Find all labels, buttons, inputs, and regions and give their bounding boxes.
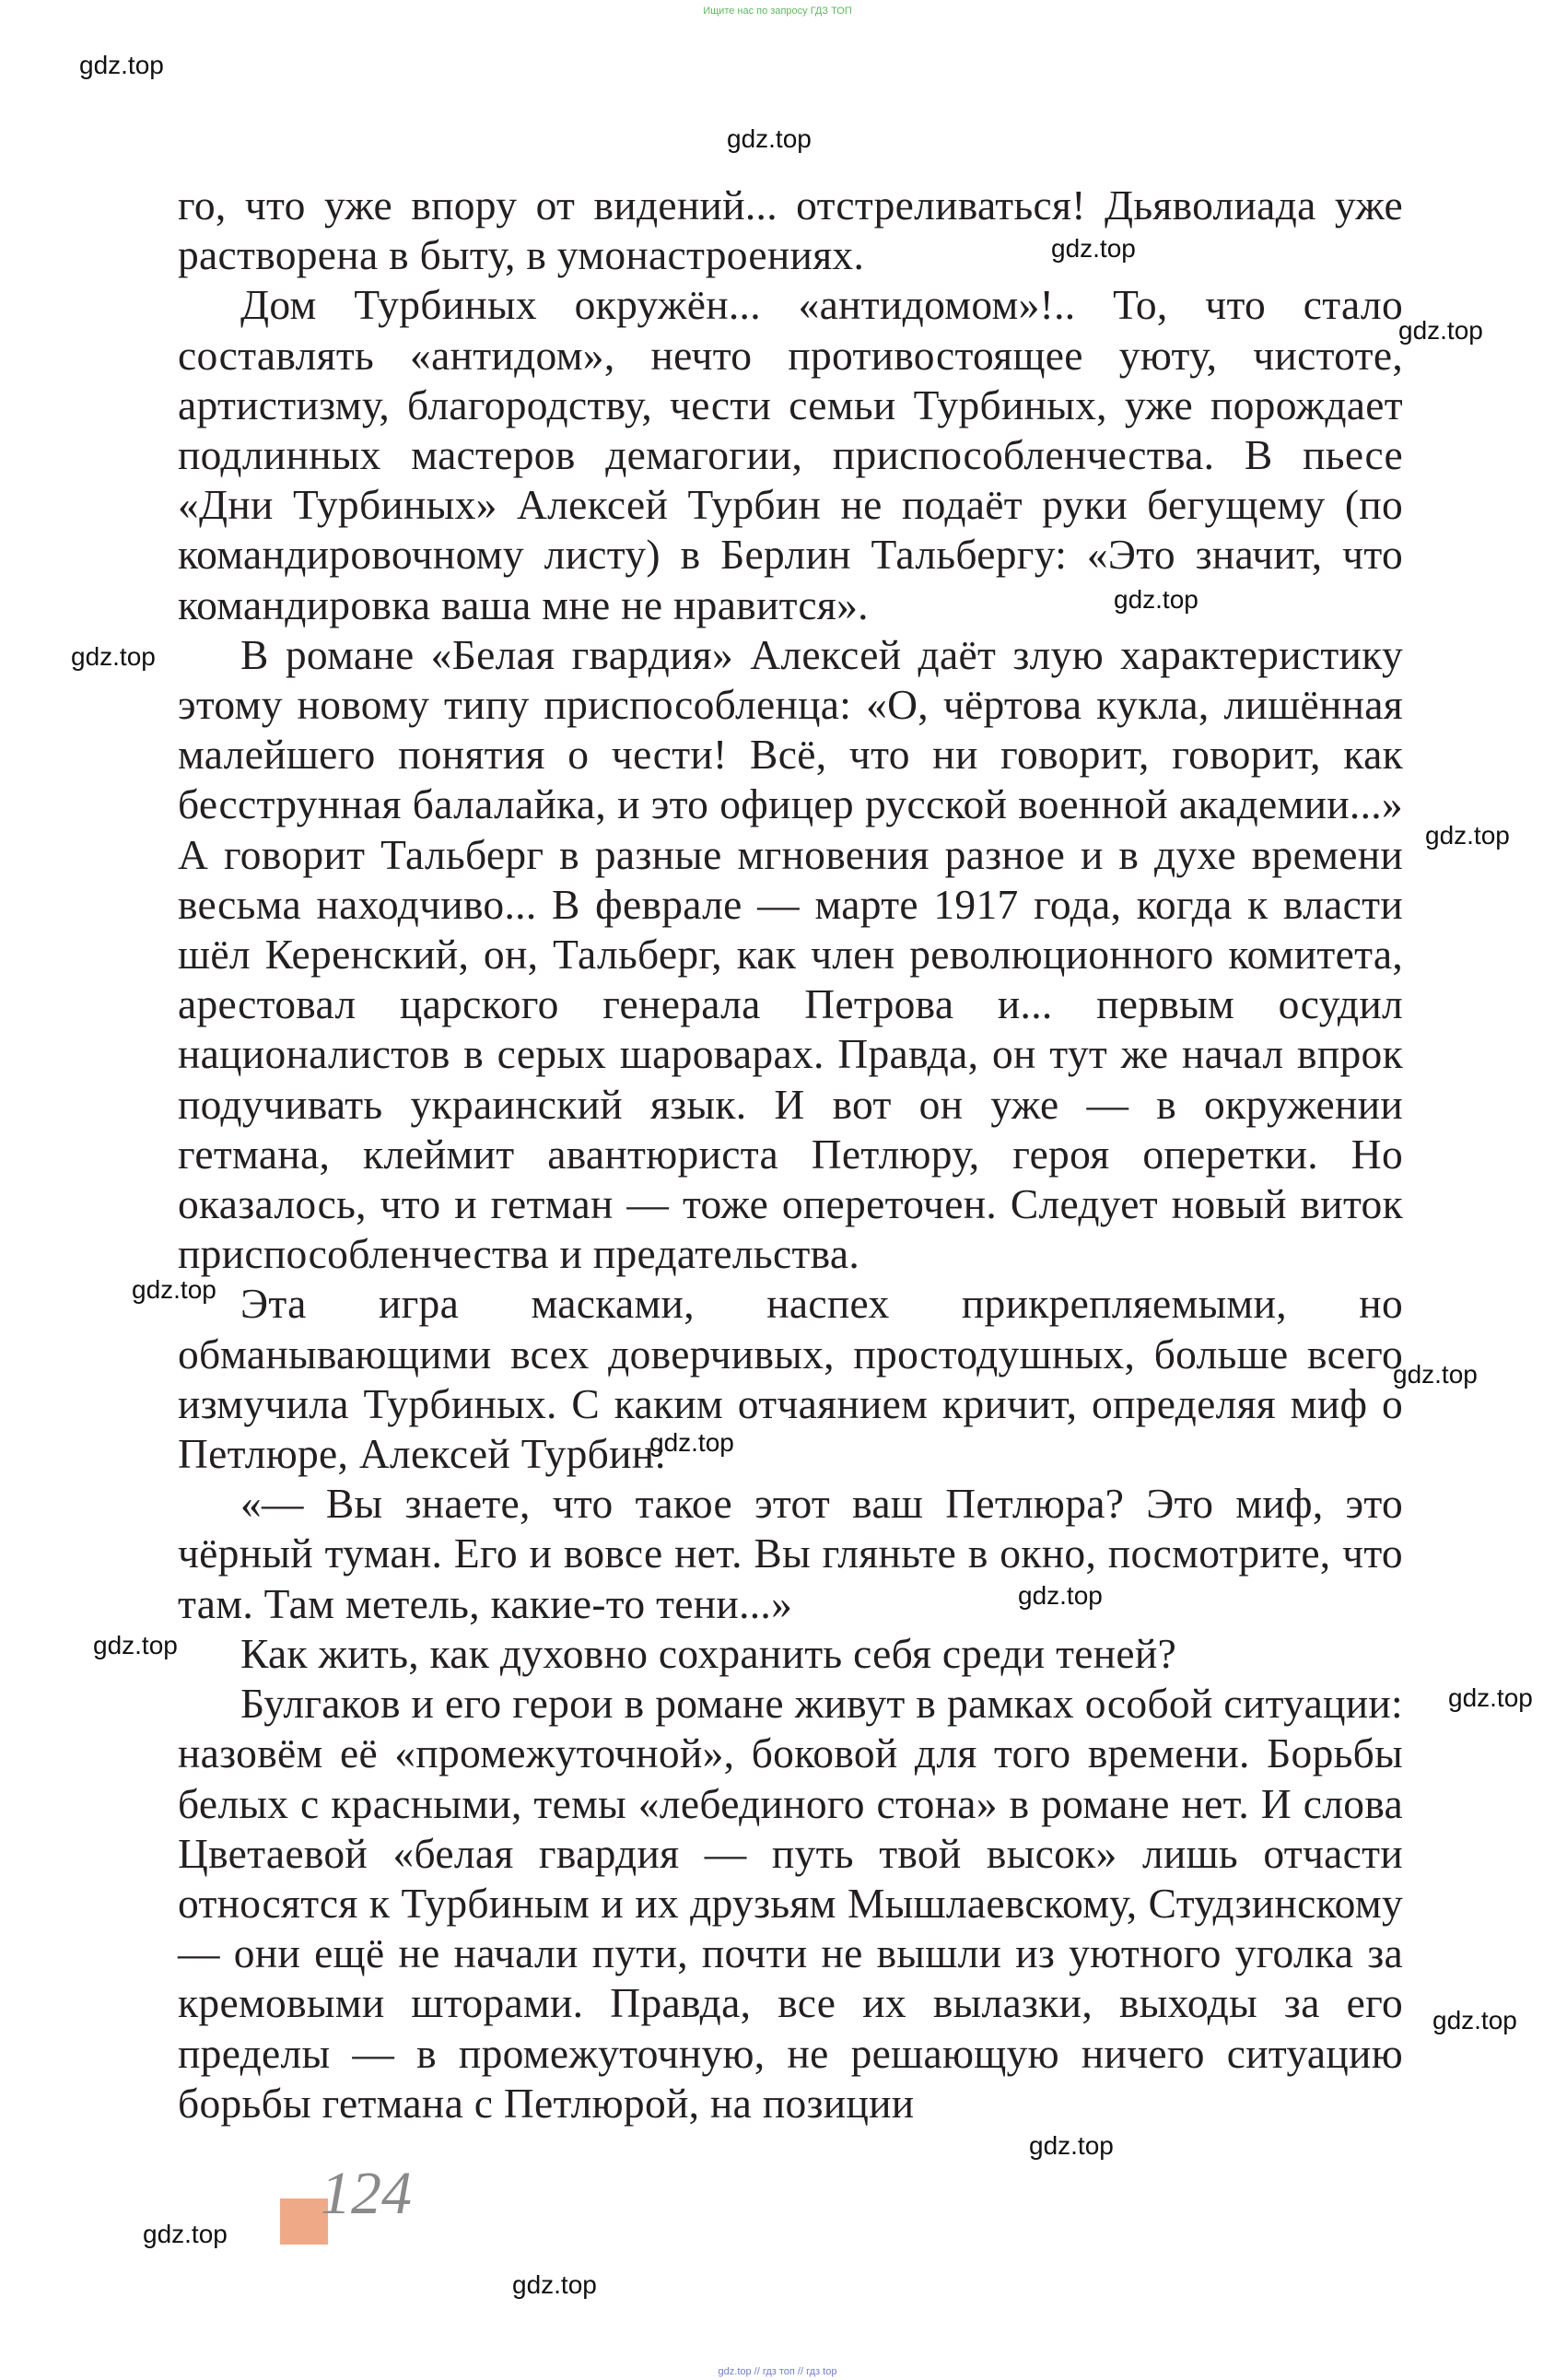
watermark: gdz.top	[1398, 316, 1483, 345]
paragraph-quote: «— Вы знаете, что такое этот ваш Петлюра? Это миф, это чёрный туман. Его и вовсе нет. Вы гляньте в окно, посмотрите, что там. Там метель, какие-то тени...»	[178, 1480, 1403, 1627]
watermark: gdz.top	[1432, 2006, 1517, 2034]
watermark: gdz.top	[1029, 2131, 1114, 2160]
paragraph: Дом Турбиных окружён... «антидомом»!.. То, что стало составлять «антидом», нечто противостоящее уюту, чистоте, артистизму, благородству, чести семьи Турбиных, уже порождает подлинных мастеров демагогии, приспособленчества. В пьесе «Дни Турбиных» Алексей Турбин не подаёт руки бегущему (по командировочному листу) в Берлин Тальбергу: «Это значит, что командировка ваша мне не нравится».	[178, 281, 1403, 628]
paragraph: Булгаков и его герои в романе живут в рамках особой ситуации: назовём её «промежуточной», боковой для того времени. Борьбы белых с красными, темы «лебединого стона» в романе нет. И слова Цветаевой «белая гвардия — путь твой высок» лишь отчасти относятся к Турбиным и их друзьям Мышлаевскому, Студзинскому — они ещё не начали пути, почти не вышли из уютного уголка за кремовыми шторами. Правда, все их вылазки, выходы за его пределы — в промежуточную, не решающую ничего ситуацию борьбы гетмана с Петлюрой, на позиции	[178, 1680, 1403, 2127]
paragraph: го, что уже впору от видений... отстреливаться! Дьяволиада уже растворена в быту, в умонастроениях.	[178, 182, 1403, 279]
header-note: Ищите нас по запросу ГДЗ ТОП	[703, 6, 852, 17]
page-number: 124	[321, 2160, 412, 2227]
paragraph: Эта игра масками, наспех прикрепляемыми, но обманывающими всех доверчивых, простодушных, больше всего измучила Турбиных. С каким отчаянием кричит, определяя миф о Петлюре, Алексей Турбин:	[178, 1280, 1403, 1478]
watermark: gdz.top	[1393, 1360, 1478, 1389]
watermark: gdz.top	[649, 1428, 734, 1457]
watermark: gdz.top	[132, 1275, 216, 1304]
watermark: gdz.top	[79, 51, 164, 79]
paragraph: Как жить, как духовно сохранить себя среди теней?	[240, 1629, 1177, 1677]
watermark: gdz.top	[1051, 234, 1136, 263]
watermark: gdz.top	[727, 124, 812, 153]
watermark: gdz.top	[512, 2270, 597, 2299]
watermark: gdz.top	[93, 1631, 178, 1659]
watermark: gdz.top	[1018, 1581, 1103, 1610]
watermark: gdz.top	[143, 2220, 228, 2248]
paragraph: В романе «Белая гвардия» Алексей даёт злую характеристику этому новому типу приспособленца: «О, чёртова кукла, лишённая малейшего понятия о чести! Всё, что ни говорит, говорит, как бесструнная балалайка, и это офицер русской военной академии...» А говорит Тальберг в разные мгновения разное и в духе времени весьма находчиво... В феврале — марте 1917 года, когда к власти шёл Керенский, он, Тальберг, как член революционного комитета, арестовал царского генерала Петрова и... первым осудил националистов в серых шароварах. Правда, он тут же начал впрок подучивать украинский язык. И вот он уже — в окружении гетмана, клеймит авантюриста Петлюру, героя оперетки. Но оказалось, что и гетман — тоже опереточен. Следует новый виток приспособленчества и предательства.	[178, 630, 1403, 1278]
watermark: gdz.top	[1448, 1683, 1533, 1712]
watermark: gdz.top	[71, 642, 156, 671]
watermark: gdz.top	[1114, 585, 1198, 614]
body-text	[178, 181, 1403, 2128]
watermark: gdz.top	[1425, 821, 1510, 850]
footer-note: gdz.top // гдз топ // гдз top	[718, 2366, 837, 2377]
